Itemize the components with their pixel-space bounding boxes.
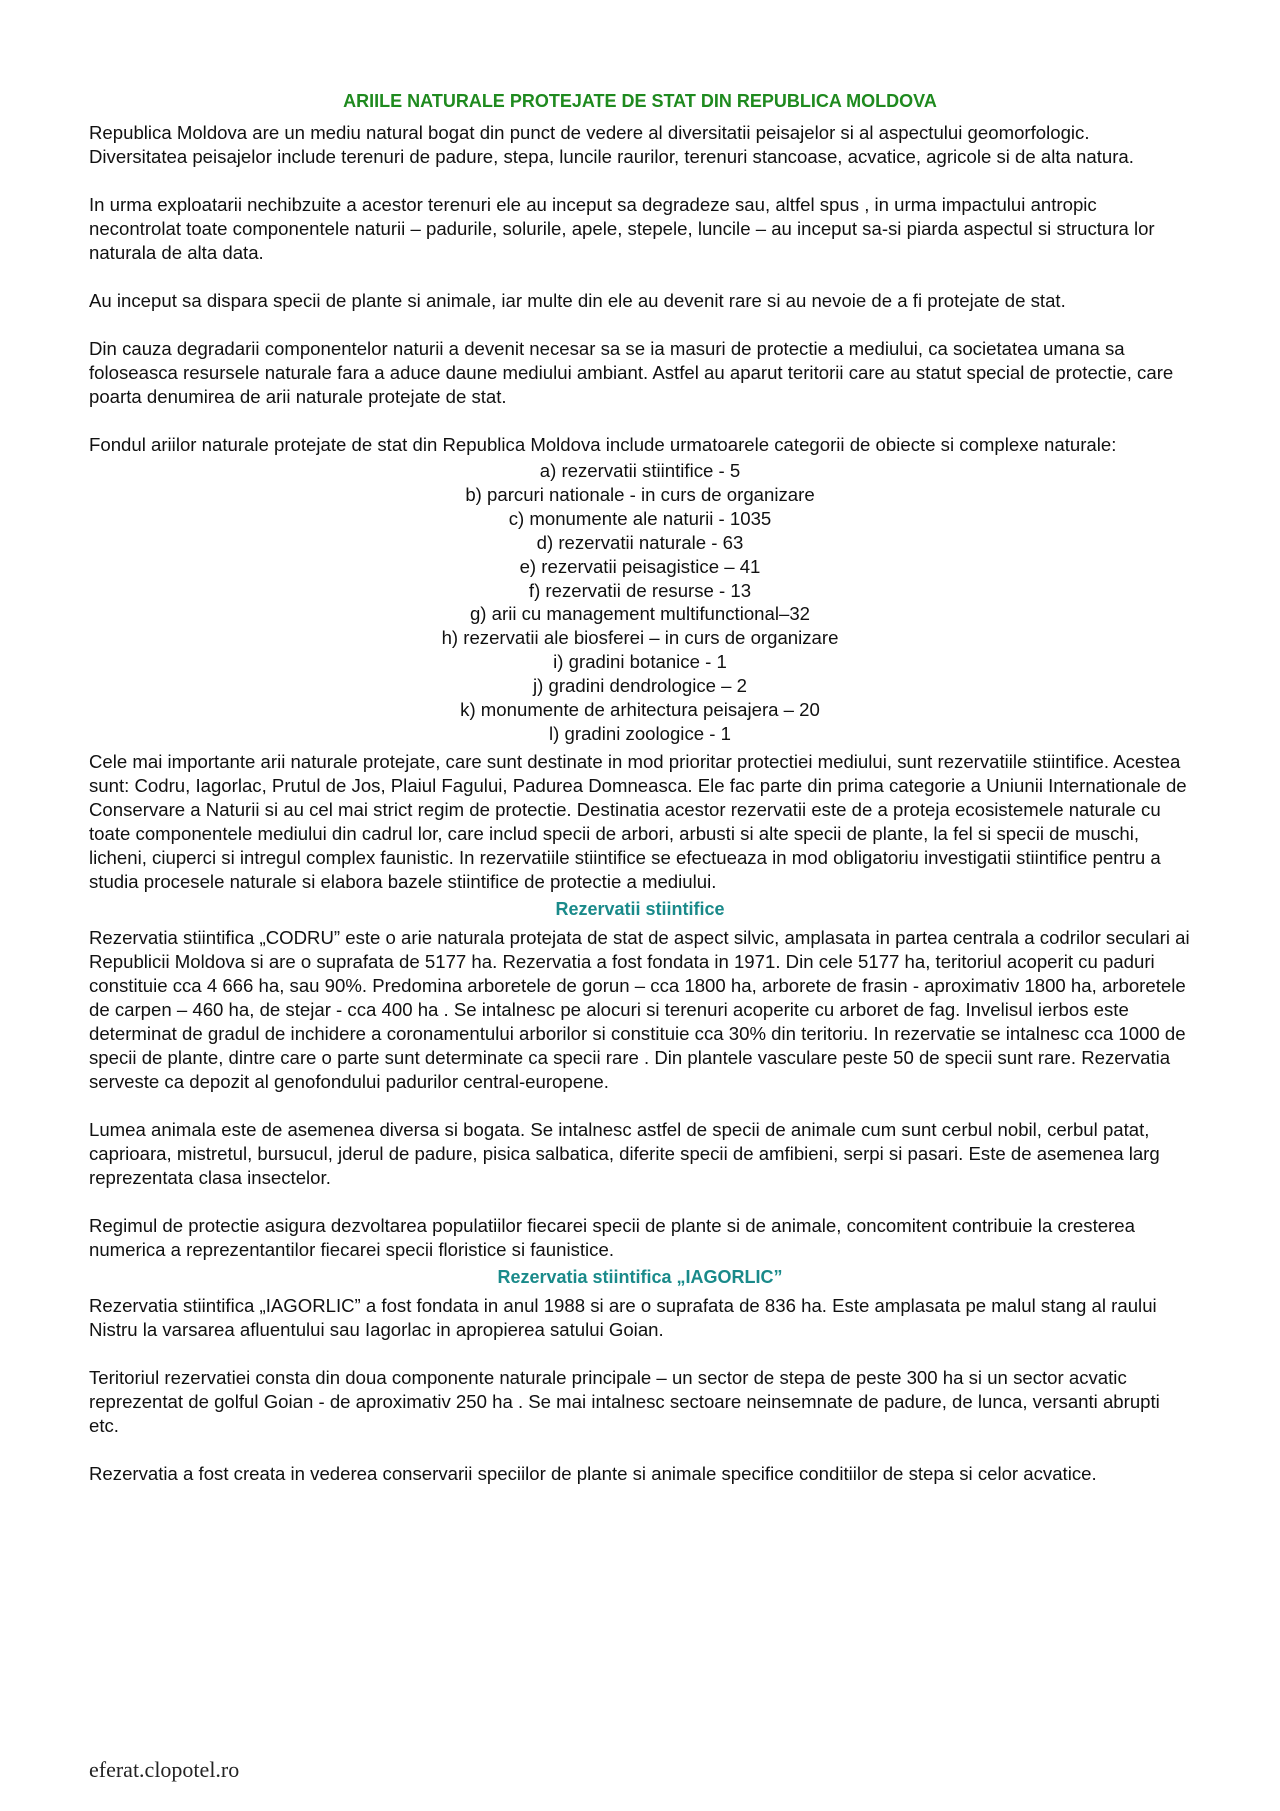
category-item: a) rezervatii stiintifice - 5 <box>539 460 741 481</box>
category-item: j) gradini dendrologice – 2 <box>533 675 747 697</box>
intro-paragraph: Republica Moldova are un mediu natural bogat din punct de vedere al diversitatii peisajelor si al aspectului geomorfologic. Diversitatea peisajelor include terenuri de padure, stepa, luncile raurilor, terenuri stancoase, acvatice, agricole si de alta natura. <box>89 122 1134 167</box>
section-paragraph: Rezervatia a fost creata in vederea conservarii speciilor de plante si animale specifice conditiilor de stepa si celor acvatice. <box>89 1462 1097 1484</box>
category-item: f) rezervatii de resurse - 13 <box>528 579 752 601</box>
category-item: e) rezervatii peisagistice – 41 <box>519 555 761 577</box>
category-item: b) parcuri nationale - in curs de organizare <box>465 483 815 505</box>
document-page <box>89 90 1191 1486</box>
category-item: h) rezervatii ale biosferei – in curs de organizare <box>441 627 839 649</box>
category-item: k) monumente de arhitectura peisajera – 20 <box>460 699 820 721</box>
section-heading: Rezervatii stiintifice <box>555 898 725 919</box>
intro-paragraph: In urma exploatarii nechibzuite a acestor terenuri ele au inceput sa degradeze sau, altfel spus , in urma impactului antropic necontrolat toate componentele naturii – padurile, solurile, apele, stepele, luncile – au inceput sa-si piarda aspectul si structura lor naturala de alta data. <box>89 194 1155 263</box>
intro-paragraph: Fondul ariilor naturale protejate de stat din Republica Moldova include urmatoarele categorii de obiecte si complexe naturale: <box>89 434 1117 455</box>
category-item: c) monumente ale naturii - 1035 <box>508 507 772 529</box>
section-paragraph: Lumea animala este de asemenea diversa si bogata. Se intalnesc astfel de specii de animale cum sunt cerbul nobil, cerbul patat, caprioara, mistretul, bursucul, jderul de padure, pisica salbatica, diferite specii de amfibieni, serpi si pasari. Este de asemenea larg reprezentata clasa insectelor. <box>89 1118 1160 1188</box>
intro-paragraph: Din cauza degradarii componentelor naturii a devenit necesar sa se ia masuri de protectie a mediului, ca societatea umana sa foloseasca resursele naturale fara a aduce daune mediului ambiant. Astfel au aparut teritorii care au statut special de protectie, care poarta denumirea de arii naturale protejate de stat. <box>89 338 1174 407</box>
summary-paragraph: Cele mai importante arii naturale protejate, care sunt destinate in mod prioritar protectiei mediului, sunt rezervatiile stiintifice. Acestea sunt: Codru, Iagorlac, Prutul de Jos, Plaiul Fagului, Padurea Domneasca. Ele fac parte din prima categorie a Uniunii Internationale de Conservare a Naturii si au cel mai strict regim de protectie. Destinatia acestor rezervatii este de a proteja ecosistemele naturale cu toate componentele mediului din cadrul lor, care includ specii de arbori, arbusti si alte specii de plante, la fel si specii de muschi, licheni, ciuperci si intregul complex faunistic. In rezervatiile stiintifice se efectueaza in mod obligatoriu investigatii stiintifice pentru a studia procesele naturale si elabora bazele stiintifice de protectie a mediului. <box>89 750 1187 892</box>
section-paragraph: Teritoriul rezervatiei consta din doua componente naturale principale – un sector de stepa de peste 300 ha si un sector acvatic reprezentat de golful Goian - de aproximativ 250 ha . Se mai intalnesc sectoare neinsemnate de padure, de lunca, versanti abrupti etc. <box>89 1366 1160 1436</box>
section-paragraph: Rezervatia stiintifica „IAGORLIC” a fost fondata in anul 1988 si are o suprafata de 836 ha. Este amplasata pe malul stang al raului Nistru la varsarea afluentului sau Iagorlac in apropierea satului Goian. <box>89 1294 1157 1340</box>
categories-list <box>89 459 1191 746</box>
category-item: d) rezervatii naturale - 63 <box>536 531 744 553</box>
footer-source: eferat.clopotel.ro <box>89 1757 240 1782</box>
intro-paragraph: Au inceput sa dispara specii de plante si animale, iar multe din ele au devenit rare si au nevoie de a fi protejate de stat. <box>89 290 1066 311</box>
page-title: ARIILE NATURALE PROTEJATE DE STAT DIN REPUBLICA MOLDOVA <box>343 91 937 111</box>
section-paragraph: Regimul de protectie asigura dezvoltarea populatiilor fiecarei specii de plante si de animale, concomitent contribuie la cresterea numerica a reprezentantilor fiecarei specii floristice si faunistice. <box>89 1214 1135 1260</box>
category-item: l) gradini zoologice - 1 <box>549 722 731 744</box>
category-item: i) gradini botanice - 1 <box>553 651 727 673</box>
section-heading: Rezervatia stiintifica „IAGORLIC” <box>497 1266 783 1287</box>
section-paragraph: Rezervatia stiintifica „CODRU” este o arie naturala protejata de stat de aspect silvic, amplasata in partea centrala a codrilor seculari ai Republicii Moldova si are o suprafata de 5177 ha. Rezervatia a fost fondata in 1971. Din cele 5177 ha, teritoriul acoperit cu paduri constituie cca 4 666 ha, sau 90%. Predomina arboretele de gorun – cca 1800 ha, arborete de frasin - aproximativ 1800 ha, arboretele de carpen – 460 ha, de stejar - cca 400 ha . Se intalnesc pe alocuri si terenuri acoperite cu arboret de fag. Invelisul ierbos este determinat de gradul de inchidere a coronamentului arborilor si constituie cca 30% din teritoriu. In rezervatie se intalnesc cca 1000 de specii de plante, dintre care o parte sunt determinate ca specii rare . Din plantele vasculare peste 50 de specii sunt rare. Rezervatia serveste ca depozit al genofondului padurilor central-europene. <box>89 926 1190 1092</box>
category-item: g) arii cu management multifunctional–32 <box>469 603 811 625</box>
